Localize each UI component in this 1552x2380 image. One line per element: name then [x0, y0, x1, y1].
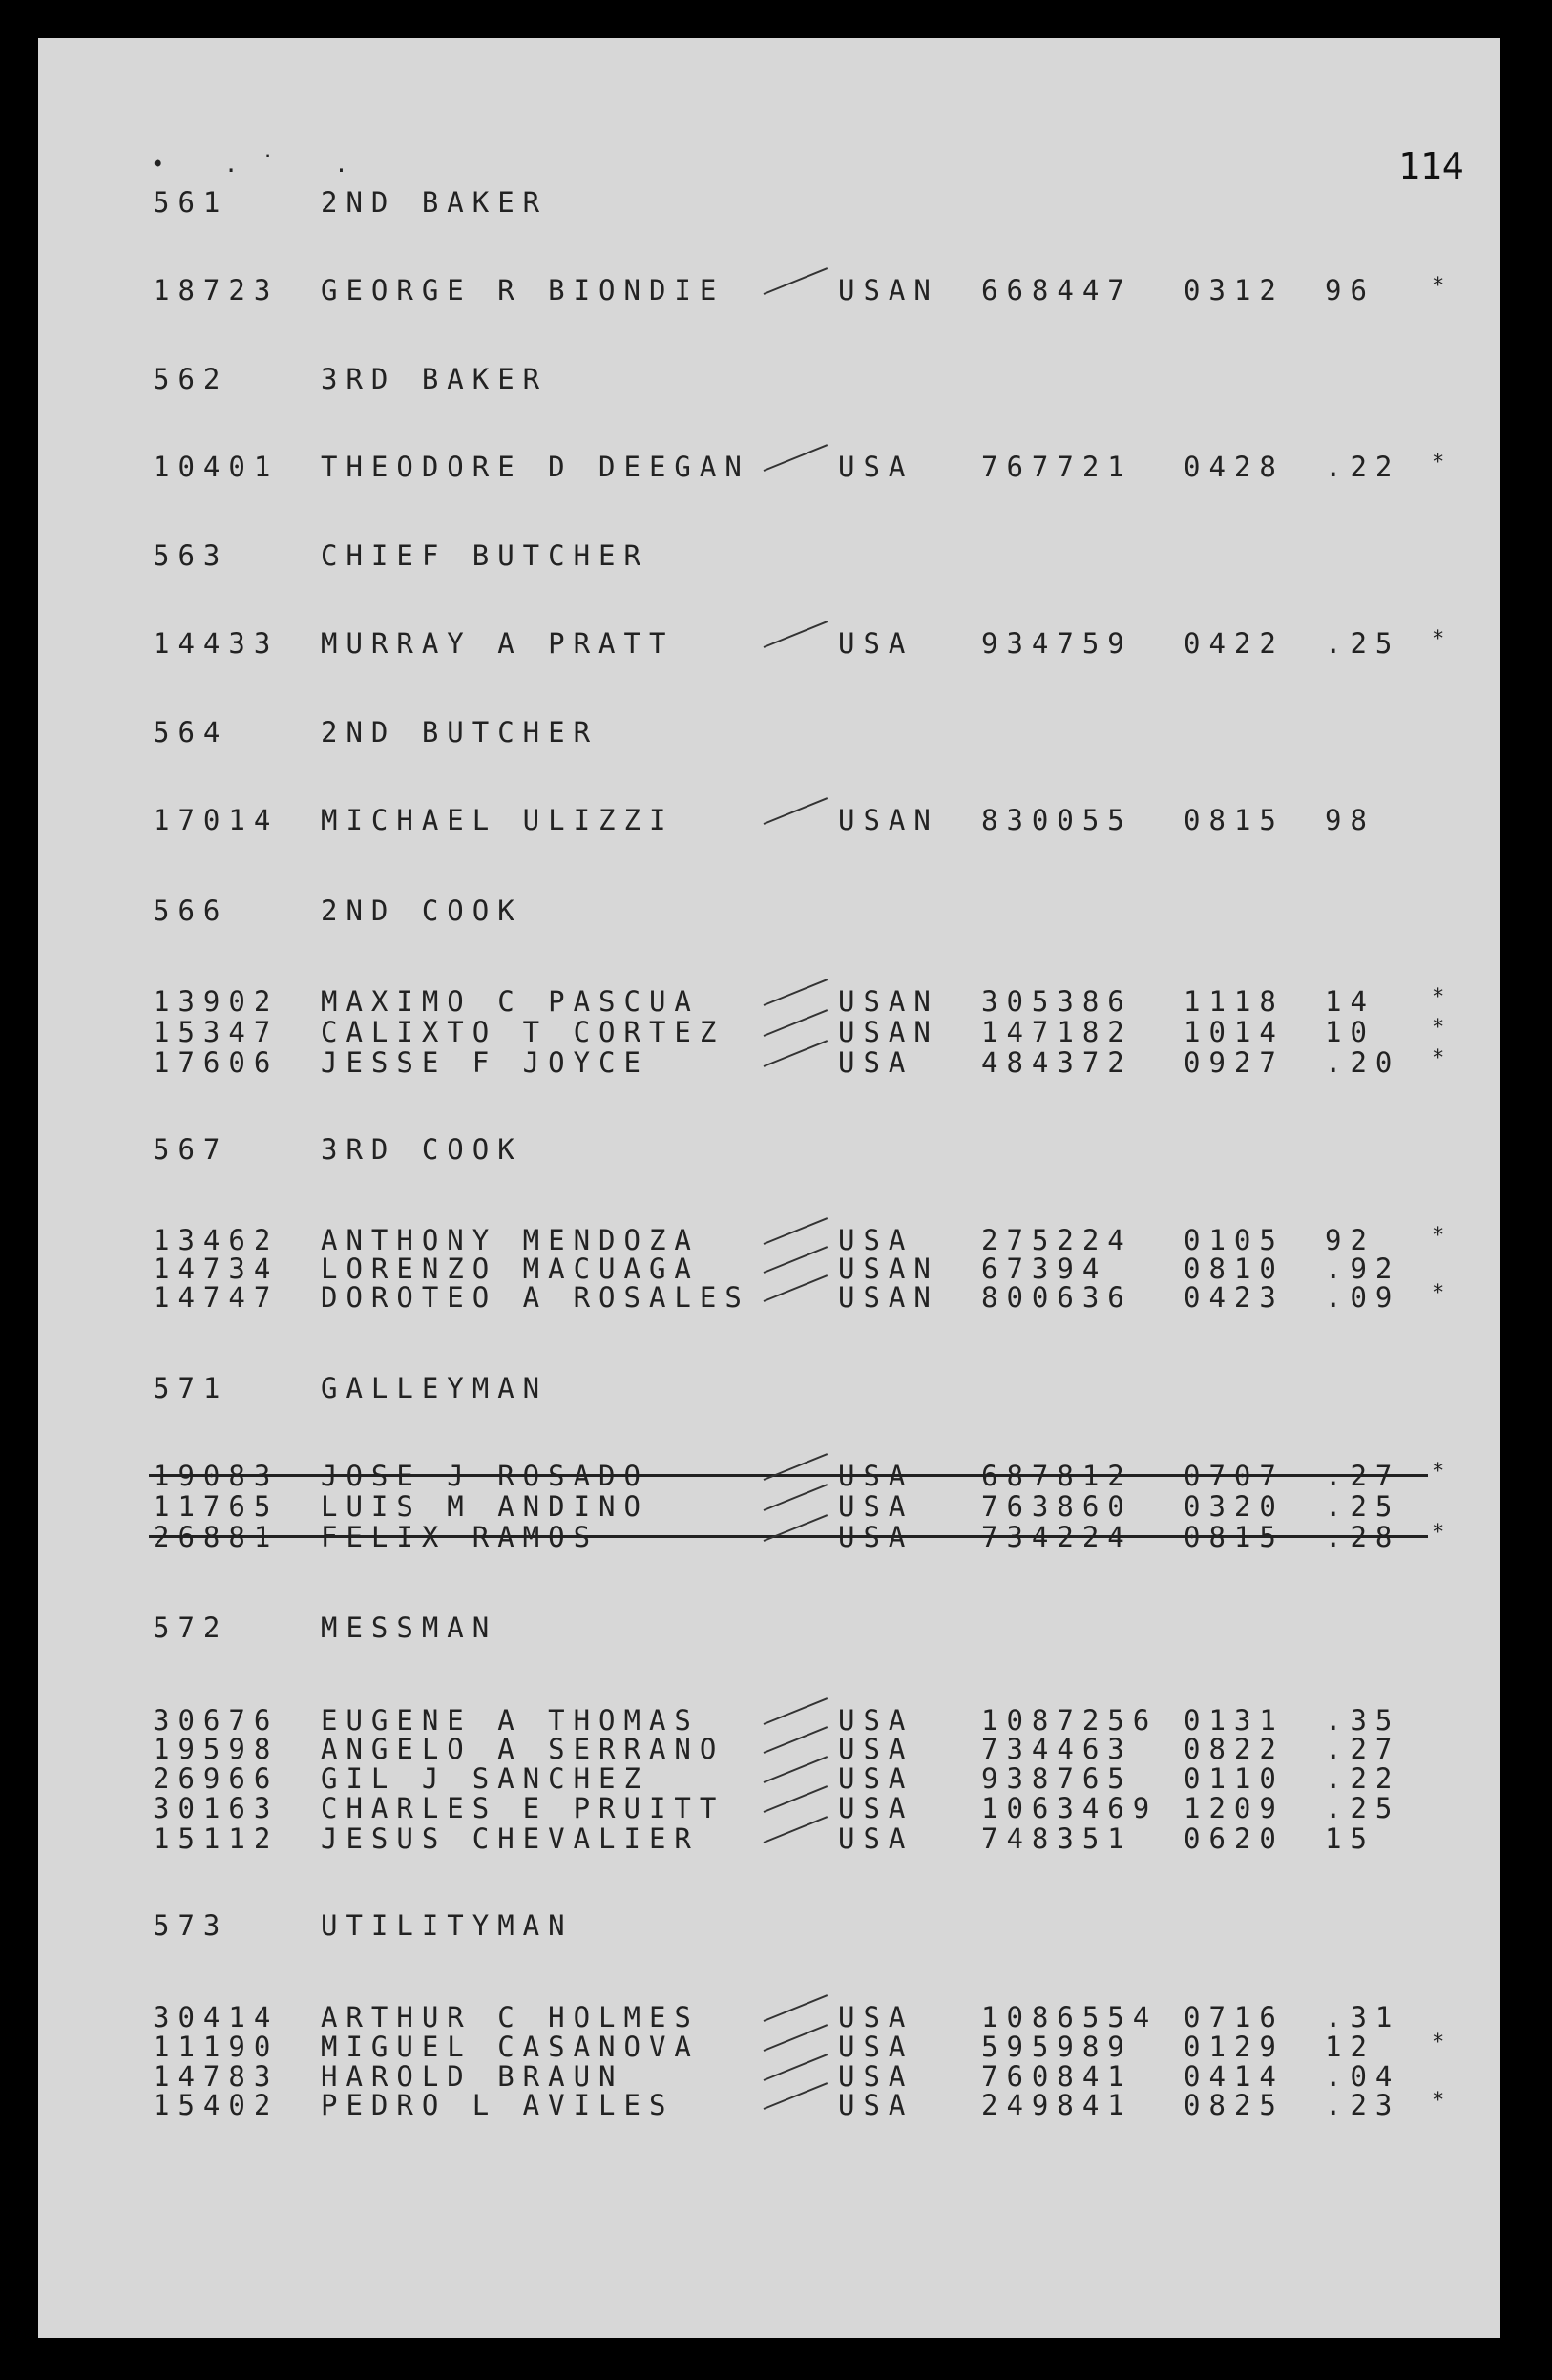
- crew-nationality: USA: [838, 1490, 914, 1523]
- section-code: 563: [153, 539, 229, 572]
- crew-nationality: USA: [838, 1046, 914, 1079]
- crew-value: .27: [1325, 1733, 1401, 1765]
- crew-name: LORENZO MACUAGA: [321, 1253, 700, 1285]
- check-mark: [764, 1217, 828, 1245]
- crew-id: 67394: [981, 1253, 1108, 1285]
- check-mark: [764, 979, 828, 1006]
- check-mark: [764, 797, 828, 825]
- crew-name: FELIX RAMOS: [321, 1521, 599, 1553]
- crew-mark: *: [1432, 1281, 1454, 1305]
- check-mark: [764, 1246, 828, 1274]
- section-code: 572: [153, 1611, 229, 1644]
- crew-name: PEDRO L AVILES: [321, 2089, 675, 2121]
- crew-date: 1209: [1184, 1792, 1285, 1824]
- crew-id: 830055: [981, 804, 1133, 836]
- crew-id: 734463: [981, 1733, 1133, 1765]
- check-mark: [764, 1816, 828, 1843]
- crew-mark: *: [1432, 1460, 1454, 1484]
- crew-mark: *: [1432, 1016, 1454, 1040]
- crew-name: MIGUEL CASANOVA: [321, 2031, 700, 2063]
- section-title: 2ND BUTCHER: [321, 716, 599, 748]
- section-code: 562: [153, 363, 229, 395]
- crew-value: .35: [1325, 1704, 1401, 1737]
- crew-name: LUIS M ANDINO: [321, 1490, 649, 1523]
- crew-number: 11765: [153, 1490, 280, 1523]
- crew-id: 484372: [981, 1046, 1133, 1079]
- crew-number: 10401: [153, 451, 280, 483]
- crew-value: .23: [1325, 2089, 1401, 2121]
- strike-line: [149, 1535, 1428, 1538]
- crew-date: 0428: [1184, 451, 1285, 483]
- crew-value: .92: [1325, 1253, 1401, 1285]
- section-title: 3RD BAKER: [321, 363, 549, 395]
- crew-nationality: USAN: [838, 1281, 939, 1314]
- crew-name: ANGELO A SERRANO: [321, 1733, 725, 1765]
- section-title: 2ND COOK: [321, 895, 523, 927]
- crew-value: 12: [1325, 2031, 1375, 2063]
- check-mark: [764, 1726, 828, 1754]
- crew-number: 17606: [153, 1046, 280, 1079]
- crew-value: .20: [1325, 1046, 1401, 1079]
- section-code: 564: [153, 716, 229, 748]
- section-title: UTILITYMAN: [321, 1909, 574, 1942]
- crew-value: 92: [1325, 1224, 1375, 1256]
- crew-id: 748351: [981, 1822, 1133, 1855]
- crew-date: 0423: [1184, 1281, 1285, 1314]
- check-mark: [764, 2054, 828, 2081]
- section-code: 561: [153, 186, 229, 219]
- crew-number: 19598: [153, 1733, 280, 1765]
- crew-name: GEORGE R BIONDIE: [321, 274, 725, 306]
- top-marks: • .˙ .: [151, 151, 371, 178]
- crew-date: 0815: [1184, 804, 1285, 836]
- crew-id: 800636: [981, 1281, 1133, 1314]
- crew-number: 17014: [153, 804, 280, 836]
- crew-id: 668447: [981, 274, 1133, 306]
- crew-number: 13902: [153, 985, 280, 1018]
- crew-mark: *: [1432, 274, 1454, 298]
- crew-mark: *: [1432, 451, 1454, 474]
- crew-nationality: USA: [838, 1224, 914, 1256]
- crew-date: 0105: [1184, 1224, 1285, 1256]
- crew-number: 15347: [153, 1016, 280, 1048]
- crew-nationality: USAN: [838, 1016, 939, 1048]
- crew-date: 0620: [1184, 1822, 1285, 1855]
- crew-value: .22: [1325, 451, 1401, 483]
- crew-date: 1118: [1184, 985, 1285, 1018]
- crew-name: MURRAY A PRATT: [321, 627, 675, 660]
- crew-name: JESUS CHEVALIER: [321, 1822, 700, 1855]
- crew-id: 938765: [981, 1762, 1133, 1795]
- crew-number: 30676: [153, 1704, 280, 1737]
- crew-value: .25: [1325, 627, 1401, 660]
- crew-number: 14734: [153, 1253, 280, 1285]
- crew-value: .27: [1325, 1460, 1401, 1492]
- crew-name: THEODORE D DEEGAN: [321, 451, 750, 483]
- crew-date: 0927: [1184, 1046, 1285, 1079]
- crew-mark: *: [1432, 627, 1454, 651]
- crew-nationality: USA: [838, 627, 914, 660]
- check-mark: [764, 1785, 828, 1813]
- crew-mark: *: [1432, 1224, 1454, 1248]
- check-mark: [764, 2024, 828, 2052]
- section-code: 573: [153, 1909, 229, 1942]
- crew-number: 30163: [153, 1792, 280, 1824]
- crew-value: .31: [1325, 2001, 1401, 2033]
- crew-number: 19083: [153, 1460, 280, 1492]
- crew-mark: *: [1432, 2089, 1454, 2113]
- crew-nationality: USAN: [838, 804, 939, 836]
- crew-name: DOROTEO A ROSALES: [321, 1281, 750, 1314]
- crew-date: 0312: [1184, 274, 1285, 306]
- crew-number: 14747: [153, 1281, 280, 1314]
- crew-nationality: USA: [838, 1822, 914, 1855]
- crew-nationality: USAN: [838, 274, 939, 306]
- crew-name: JOSE J ROSADO: [321, 1460, 649, 1492]
- crew-id: 734224: [981, 1521, 1133, 1553]
- crew-value: 15: [1325, 1822, 1375, 1855]
- crew-id: 595989: [981, 2031, 1133, 2063]
- strike-line: [149, 1474, 1428, 1477]
- crew-id: 249841: [981, 2089, 1133, 2121]
- crew-date: 0822: [1184, 1733, 1285, 1765]
- crew-nationality: USA: [838, 1733, 914, 1765]
- section-title: MESSMAN: [321, 1611, 498, 1644]
- crew-date: 0110: [1184, 1762, 1285, 1795]
- crew-name: MAXIMO C PASCUA: [321, 985, 700, 1018]
- crew-id: 305386: [981, 985, 1133, 1018]
- crew-name: ARTHUR C HOLMES: [321, 2001, 700, 2033]
- document-page: [38, 38, 1500, 2338]
- crew-date: 0815: [1184, 1521, 1285, 1553]
- crew-id: 1087256: [981, 1704, 1159, 1737]
- page-number: 114: [1398, 145, 1464, 187]
- crew-nationality: USA: [838, 2060, 914, 2093]
- crew-id: 687812: [981, 1460, 1133, 1492]
- check-mark: [764, 1009, 828, 1037]
- crew-nationality: USAN: [838, 985, 939, 1018]
- crew-mark: *: [1432, 1521, 1454, 1545]
- crew-nationality: USA: [838, 2001, 914, 2033]
- check-mark: [764, 1484, 828, 1511]
- crew-date: 0707: [1184, 1460, 1285, 1492]
- crew-date: 0131: [1184, 1704, 1285, 1737]
- crew-nationality: USA: [838, 1460, 914, 1492]
- crew-date: 0810: [1184, 1253, 1285, 1285]
- crew-number: 26881: [153, 1521, 280, 1553]
- crew-name: GIL J SANCHEZ: [321, 1762, 649, 1795]
- section-title: 2ND BAKER: [321, 186, 549, 219]
- crew-id: 1086554: [981, 2001, 1159, 2033]
- crew-number: 30414: [153, 2001, 280, 2033]
- crew-value: .28: [1325, 1521, 1401, 1553]
- crew-number: 26966: [153, 1762, 280, 1795]
- crew-value: .25: [1325, 1490, 1401, 1523]
- section-title: GALLEYMAN: [321, 1372, 549, 1404]
- crew-mark: *: [1432, 985, 1454, 1009]
- check-mark: [764, 444, 828, 472]
- crew-value: 98: [1325, 804, 1375, 836]
- crew-value: .25: [1325, 1792, 1401, 1824]
- crew-number: 13462: [153, 1224, 280, 1256]
- crew-number: 18723: [153, 274, 280, 306]
- check-mark: [764, 267, 828, 295]
- crew-nationality: USA: [838, 1521, 914, 1553]
- crew-nationality: USA: [838, 1762, 914, 1795]
- crew-number: 15112: [153, 1822, 280, 1855]
- section-code: 571: [153, 1372, 229, 1404]
- crew-number: 14783: [153, 2060, 280, 2093]
- crew-value: 14: [1325, 985, 1375, 1018]
- section-code: 567: [153, 1133, 229, 1166]
- crew-number: 11190: [153, 2031, 280, 2063]
- crew-id: 934759: [981, 627, 1133, 660]
- crew-number: 15402: [153, 2089, 280, 2121]
- crew-mark: *: [1432, 2031, 1454, 2054]
- crew-number: 14433: [153, 627, 280, 660]
- crew-id: 1063469: [981, 1792, 1159, 1824]
- crew-date: 0825: [1184, 2089, 1285, 2121]
- crew-nationality: USA: [838, 2031, 914, 2063]
- crew-nationality: USA: [838, 451, 914, 483]
- crew-name: MICHAEL ULIZZI: [321, 804, 675, 836]
- check-mark: [764, 621, 828, 648]
- crew-value: .04: [1325, 2060, 1401, 2093]
- crew-name: CHARLES E PRUITT: [321, 1792, 725, 1824]
- crew-name: HAROLD BRAUN: [321, 2060, 624, 2093]
- crew-name: CALIXTO T CORTEZ: [321, 1016, 725, 1048]
- crew-value: 10: [1325, 1016, 1375, 1048]
- crew-date: 0129: [1184, 2031, 1285, 2063]
- crew-value: .09: [1325, 1281, 1401, 1314]
- section-title: 3RD COOK: [321, 1133, 523, 1166]
- check-mark: [764, 1274, 828, 1302]
- crew-date: 0422: [1184, 627, 1285, 660]
- check-mark: [764, 2082, 828, 2110]
- crew-nationality: USA: [838, 2089, 914, 2121]
- check-mark: [764, 1756, 828, 1783]
- crew-value: 96: [1325, 274, 1375, 306]
- crew-id: 147182: [981, 1016, 1133, 1048]
- section-code: 566: [153, 895, 229, 927]
- check-mark: [764, 1994, 828, 2022]
- check-mark: [764, 1697, 828, 1725]
- crew-name: JESSE F JOYCE: [321, 1046, 649, 1079]
- crew-id: 760841: [981, 2060, 1133, 2093]
- crew-nationality: USAN: [838, 1253, 939, 1285]
- check-mark: [764, 1040, 828, 1067]
- crew-nationality: USA: [838, 1792, 914, 1824]
- crew-date: 0320: [1184, 1490, 1285, 1523]
- crew-date: 0414: [1184, 2060, 1285, 2093]
- crew-id: 763860: [981, 1490, 1133, 1523]
- crew-mark: *: [1432, 1046, 1454, 1070]
- crew-id: 767721: [981, 451, 1133, 483]
- crew-name: EUGENE A THOMAS: [321, 1704, 700, 1737]
- section-title: CHIEF BUTCHER: [321, 539, 649, 572]
- crew-date: 0716: [1184, 2001, 1285, 2033]
- crew-date: 1014: [1184, 1016, 1285, 1048]
- crew-value: .22: [1325, 1762, 1401, 1795]
- crew-id: 275224: [981, 1224, 1133, 1256]
- crew-name: ANTHONY MENDOZA: [321, 1224, 700, 1256]
- crew-nationality: USA: [838, 1704, 914, 1737]
